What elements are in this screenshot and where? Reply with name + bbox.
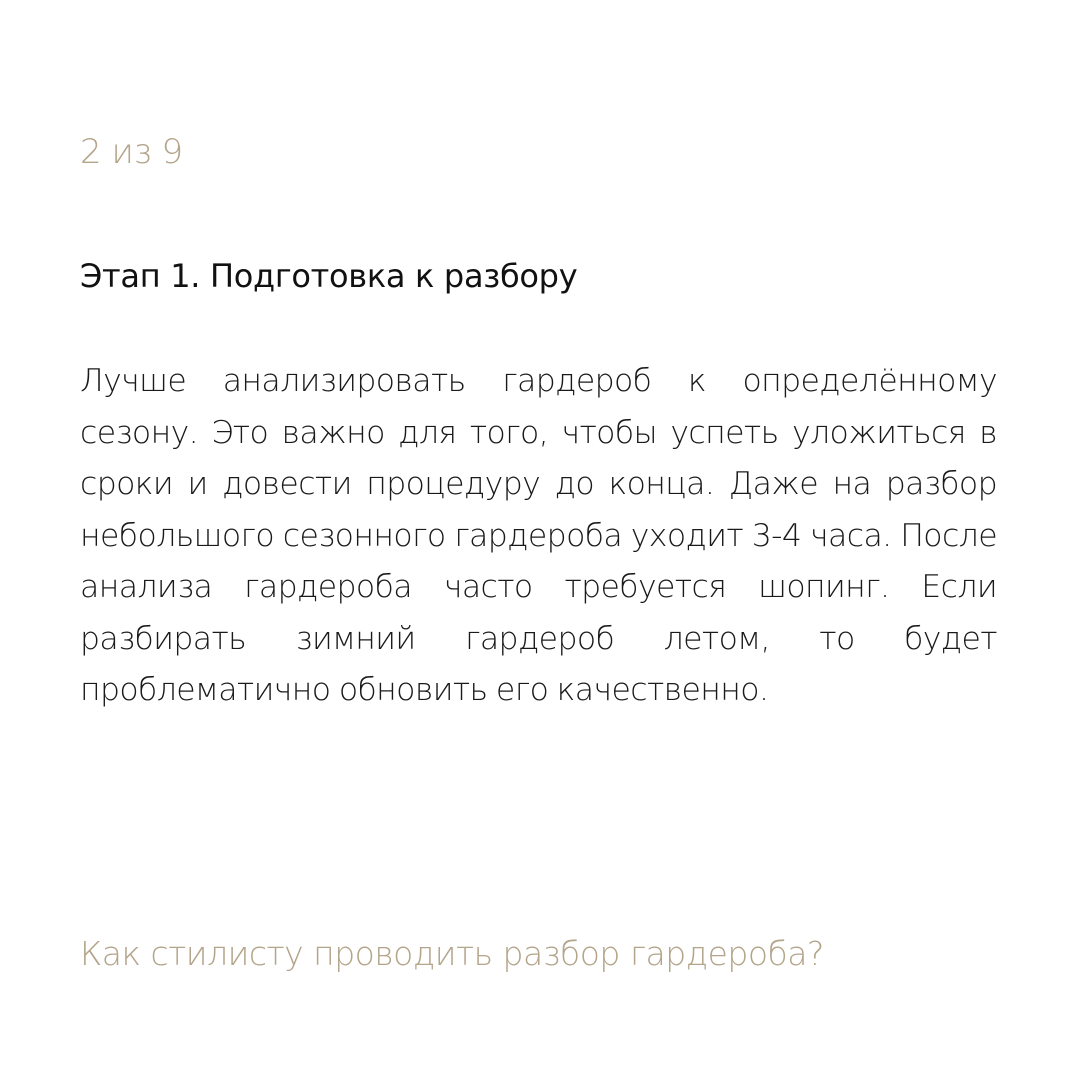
section-heading: Этап 1. Подготовка к разбору [80,257,578,295]
page-counter: 2 из 9 [80,132,183,172]
article-title-footer: Как стилисту проводить разбор гардероба? [80,934,824,973]
body-paragraph: Лучше анализировать гардероб к определённому сезону. Это важно для того, чтобы успеть уложиться в сроки и довести процедуру до конца. Даже на разбор небольшого сезонного гардероба уходит 3-4 часа. После анализа гардероба часто требуется шопинг. Если разбирать зимний гардероб летом, то будет проблематично обновить его качественно. [80,363,997,708]
